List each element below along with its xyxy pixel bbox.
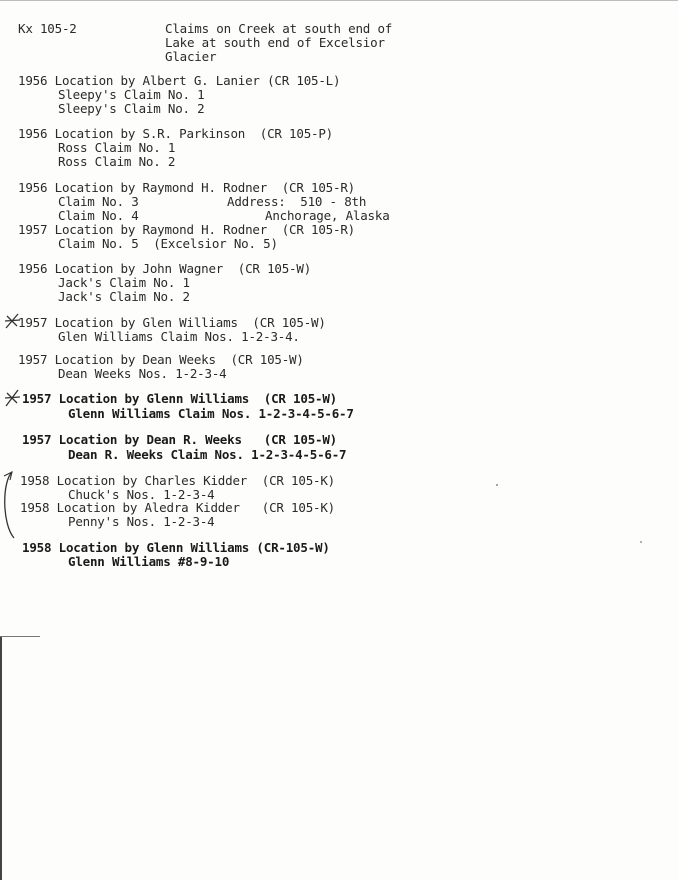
entry-location-line: 1957 Location by Glen Williams (CR 105-W) [18, 315, 326, 330]
entry-claim: Sleepy's Claim No. 1 [58, 87, 205, 102]
entry-location-line: 1958 Location by Aledra Kidder (CR 105-K) [20, 500, 336, 515]
entry-location-line: 1956 Location by S.R. Parkinson (CR 105-P) [18, 126, 334, 141]
left-margin-tick [0, 636, 40, 637]
entry-location-line: 1956 Location by Albert G. Lanier (CR 105-L) [18, 73, 341, 88]
file-number: Kx 105-2 [18, 21, 77, 36]
entry-claim: Claim No. 3 [58, 194, 139, 209]
address-line-2: Anchorage, Alaska [265, 208, 390, 223]
handwritten-asterisk-mark [2, 310, 24, 332]
title-line-1: Claims on Creek at south end of [165, 21, 393, 36]
title-line-2: Lake at south end of Excelsior [165, 35, 385, 50]
address-line-1: Address: 510 - 8th [227, 194, 367, 209]
entry-location-line: 1957 Location by Dean Weeks (CR 105-W) [18, 352, 304, 367]
left-margin-line [0, 636, 2, 880]
entry-location-line: 1957 Location by Glenn Williams (CR 105-W) [22, 391, 338, 406]
page-edge-line [0, 0, 678, 1]
handwritten-asterisk-mark [2, 386, 24, 410]
speck [640, 541, 642, 543]
title-line-3: Glacier [165, 49, 217, 64]
entry-claim: Ross Claim No. 2 [58, 154, 176, 169]
entry-claim: Chuck's Nos. 1-2-3-4 [68, 487, 215, 502]
entry-location-line: 1956 Location by John Wagner (CR 105-W) [18, 261, 312, 276]
entry-claim: Glenn Williams #8-9-10 [68, 554, 230, 569]
entry-claim: Dean Weeks Nos. 1-2-3-4 [58, 366, 227, 381]
speck [496, 484, 498, 486]
entry-claim: Sleepy's Claim No. 2 [58, 101, 205, 116]
entry-location-line: 1957 Location by Raymond H. Rodner (CR 105-R) [18, 222, 355, 237]
entry-claim: Glen Williams Claim Nos. 1-2-3-4. [58, 329, 300, 344]
entry-location-line: 1956 Location by Raymond H. Rodner (CR 105-R) [18, 180, 355, 195]
entry-claim: Ross Claim No. 1 [58, 140, 176, 155]
entry-claim: Jack's Claim No. 2 [58, 289, 190, 304]
entry-claim: Glenn Williams Claim Nos. 1-2-3-4-5-6-7 [68, 406, 354, 421]
entry-location-line: 1958 Location by Glenn Williams (CR-105-W) [22, 540, 330, 555]
entry-location-line: 1957 Location by Dean R. Weeks (CR 105-W) [22, 432, 338, 447]
entry-claim: Penny's Nos. 1-2-3-4 [68, 514, 215, 529]
handwritten-bracket-mark [0, 468, 20, 542]
entry-claim: Dean R. Weeks Claim Nos. 1-2-3-4-5-6-7 [68, 447, 347, 462]
entry-location-line: 1958 Location by Charles Kidder (CR 105-K) [20, 473, 336, 488]
entry-claim: Claim No. 5 (Excelsior No. 5) [58, 236, 278, 251]
entry-claim: Claim No. 4 [58, 208, 139, 223]
entry-claim: Jack's Claim No. 1 [58, 275, 190, 290]
